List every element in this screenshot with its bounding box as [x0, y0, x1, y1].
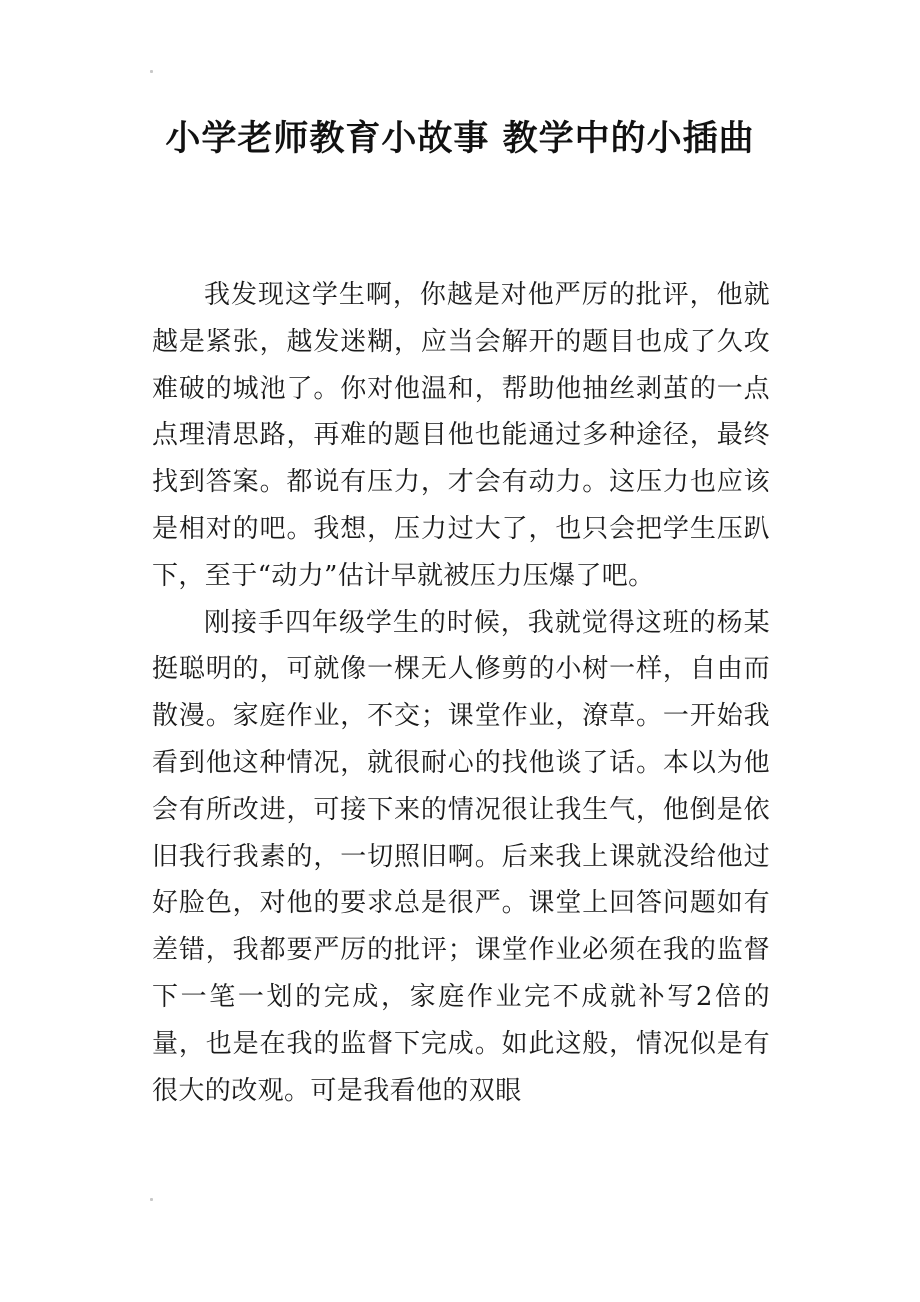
scan-mark-bottom: [150, 1198, 153, 1201]
paragraph-2: 刚接手四年级学生的时候，我就觉得这班的杨某挺聪明的，可就像一棵无人修剪的小树一样，自由而散漫。家庭作业，不交；课堂作业，潦草。一开始我看到他这种情况，就很耐心的找他谈了话。本以为他会有所改进，可接下来的情况很让我生气，他倒是依旧我行我素的，一切照旧啊。后来我上课就没给他过好脸色，对他的要求总是很严。课堂上回答问题如有差错，我都要严厉的批评；课堂作业必须在我的监督下一笔一划的完成，家庭作业完不成就补写2倍的量，也是在我的监督下完成。如此这般，情况似是有很大的改观。可是我看他的双眼: [152, 607, 770, 1106]
paragraph-1: 我发现这学生啊，你越是对他严厉的批评，他就越是紧张，越发迷糊，应当会解开的题目也成了久攻难破的城池了。你对他温和，帮助他抽丝剥茧的一点点理清思路，再难的题目他也能通过多种途径，最终找到答案。都说有压力，才会有动力。这压力也应该是相对的吧。我想，压力过大了，也只会把学生压趴下，至于“动力”估计早就被压力压爆了吧。: [152, 280, 770, 591]
document-title: 小学老师教育小故事 教学中的小插曲: [165, 119, 755, 159]
document-body: [152, 272, 770, 1114]
scan-mark-top: [150, 70, 153, 73]
